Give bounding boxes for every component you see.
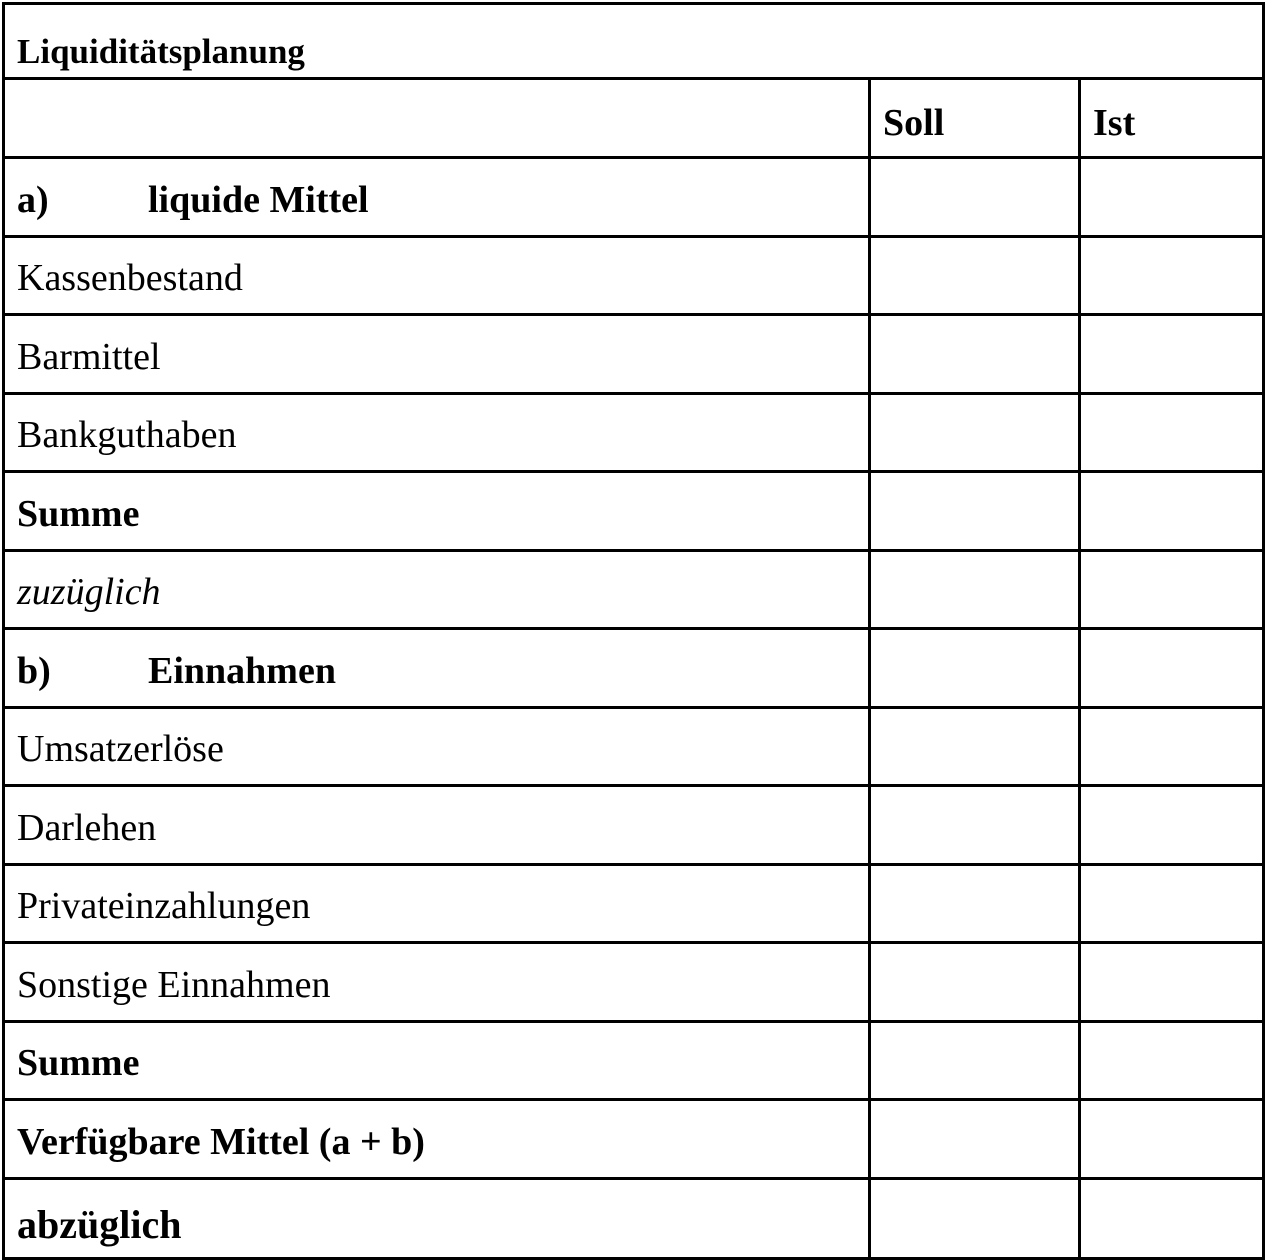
soll-cell xyxy=(870,786,1080,865)
row-label-zuzueglich: zuzüglich xyxy=(4,550,870,629)
section-b-heading xyxy=(4,629,870,708)
ist-cell xyxy=(1080,472,1264,551)
row-label-barmittel: Barmittel xyxy=(4,315,870,394)
abzueglich-row xyxy=(4,1178,1264,1258)
ist-cell xyxy=(1080,393,1264,472)
soll-cell xyxy=(870,707,1080,786)
soll-cell xyxy=(870,315,1080,394)
section-b-number: b) xyxy=(17,649,51,692)
soll-cell xyxy=(870,158,1080,237)
ist-cell xyxy=(1080,629,1264,708)
summe-a-row xyxy=(4,472,1264,551)
row-label-kassenbestand: Kassenbestand xyxy=(4,236,870,315)
row-label-sonstige-einnahmen: Sonstige Einnahmen xyxy=(4,943,870,1022)
soll-cell xyxy=(870,1178,1080,1258)
table-row xyxy=(4,786,1264,865)
section-a-heading xyxy=(4,158,870,237)
soll-cell xyxy=(870,864,1080,943)
ist-cell xyxy=(1080,236,1264,315)
header-soll: Soll xyxy=(870,79,1080,158)
ist-cell xyxy=(1080,1178,1264,1258)
section-b-row xyxy=(4,629,1264,708)
row-label-summe-b: Summe xyxy=(4,1021,870,1100)
row-label-verfuegbare-mittel: Verfügbare Mittel (a + b) xyxy=(4,1100,870,1179)
ist-cell xyxy=(1080,1021,1264,1100)
soll-cell xyxy=(870,1100,1080,1179)
soll-cell xyxy=(870,236,1080,315)
table-row xyxy=(4,315,1264,394)
ist-cell xyxy=(1080,550,1264,629)
row-label-darlehen: Darlehen xyxy=(4,786,870,865)
soll-cell xyxy=(870,393,1080,472)
section-a-label: liquide Mittel xyxy=(148,178,369,221)
ist-cell xyxy=(1080,786,1264,865)
table-title-row xyxy=(4,4,1264,79)
section-b-label: Einnahmen xyxy=(148,649,336,692)
summe-b-row xyxy=(4,1021,1264,1100)
ist-cell xyxy=(1080,707,1264,786)
liquidity-planning-table xyxy=(2,2,1265,1260)
table-row xyxy=(4,943,1264,1022)
row-label-umsatzerloese: Umsatzerlöse xyxy=(4,707,870,786)
soll-cell xyxy=(870,943,1080,1022)
zuzueglich-row xyxy=(4,550,1264,629)
ist-cell xyxy=(1080,943,1264,1022)
row-label-bankguthaben: Bankguthaben xyxy=(4,393,870,472)
header-label-cell xyxy=(4,79,870,158)
soll-cell xyxy=(870,550,1080,629)
row-label-abzueglich: abzüglich xyxy=(4,1178,870,1258)
table-row xyxy=(4,864,1264,943)
ist-cell xyxy=(1080,1100,1264,1179)
section-a-number: a) xyxy=(17,178,49,221)
soll-cell xyxy=(870,1021,1080,1100)
row-label-privateinzahlungen: Privateinzahlungen xyxy=(4,864,870,943)
column-header-row xyxy=(4,79,1264,158)
table-row xyxy=(4,236,1264,315)
header-ist: Ist xyxy=(1080,79,1264,158)
ist-cell xyxy=(1080,864,1264,943)
verfuegbar-row xyxy=(4,1100,1264,1179)
ist-cell xyxy=(1080,315,1264,394)
table-row xyxy=(4,707,1264,786)
row-label-summe-a: Summe xyxy=(4,472,870,551)
soll-cell xyxy=(870,629,1080,708)
ist-cell xyxy=(1080,158,1264,237)
section-a-row xyxy=(4,158,1264,237)
table-title: Liquiditätsplanung xyxy=(4,4,1264,79)
table-row xyxy=(4,393,1264,472)
soll-cell xyxy=(870,472,1080,551)
